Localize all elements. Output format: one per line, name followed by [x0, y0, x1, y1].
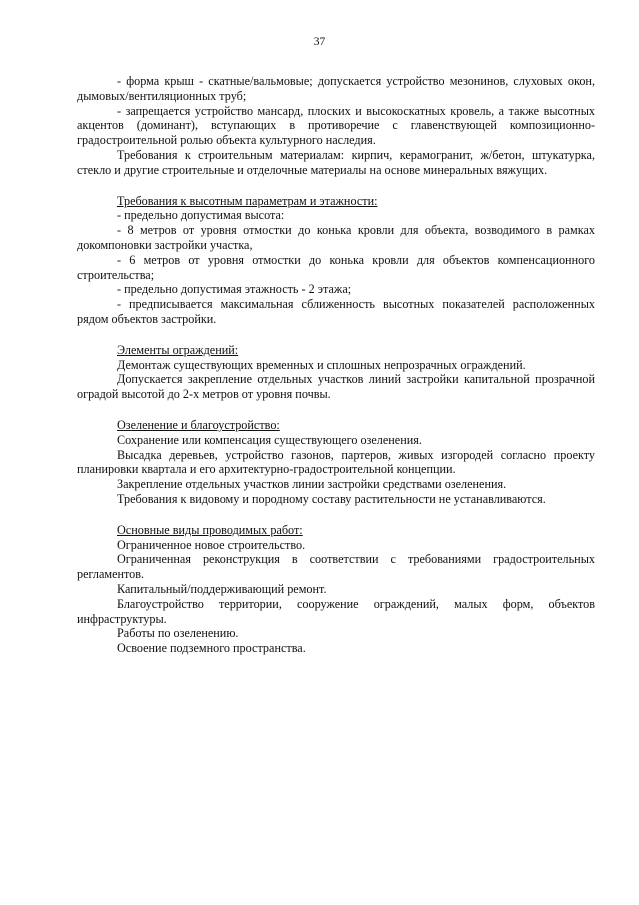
paragraph: Закрепление отдельных участков линии застройки средствами озеленения.: [117, 477, 507, 492]
paragraph: Капитальный/поддерживающий ремонт.: [117, 581, 327, 596]
paragraph: Работы по озеленению.: [117, 626, 239, 641]
paragraph: - 8 метров от уровня отмостки до конька кровли для объекта, возводимого в рамках докомпоновки застройки участка,: [77, 223, 595, 252]
paragraph: Высадка деревьев, устройство газонов, партеров, живых изгородей согласно проекту планировки квартала и его архитектурно-градостроительной концепции.: [77, 447, 595, 477]
section-heading-works: Основные виды проводимых работ:: [117, 522, 303, 537]
paragraph: Освоение подземного пространства.: [117, 641, 306, 656]
paragraph: Требования к видовому и породному составу растительности не устанавливаются.: [117, 491, 546, 506]
paragraph: Допускается закрепление отдельных участков линий застройки капитальной прозрачной оградой высотой до 2-х метров от уровня почвы.: [77, 372, 595, 402]
paragraph: Ограниченное новое строительство.: [117, 537, 306, 552]
paragraph: - 6 метров от уровня отмостки до конька кровли для объектов компенсационного строительства;: [77, 252, 595, 282]
page-number: 37: [313, 36, 326, 48]
paragraph: Требования к строительным материалам: кирпич, керамогранит, ж/бетон, штукатурка, стекло и другие строительные и отделочные материалы на основе минеральных вяжущих.: [77, 147, 595, 177]
paragraph: Ограниченная реконструкция в соответствии с требованиями градостроительных регламентов.: [77, 552, 595, 582]
document-body: [77, 74, 595, 656]
paragraph: - запрещается устройство мансард, плоских и высокоскатных кровель, а также высотных акцентов (доминант), вступающих в противоречие с главенствующей композиционно-градостроительной ролью объекта культурного наследия.: [77, 103, 595, 148]
paragraph: - форма крыш - скатные/вальмовые; допускается устройство мезонинов, слуховых окон, дымовых/вентиляционных труб;: [77, 74, 595, 103]
paragraph: Сохранение или компенсация существующего озеленения.: [117, 432, 422, 447]
paragraph: Демонтаж существующих временных и сплошных непрозрачных ограждений.: [117, 357, 526, 372]
section-heading-height: Требования к высотным параметрам и этажности:: [117, 193, 378, 208]
paragraph: Благоустройство территории, сооружение ограждений, малых форм, объектов инфраструктуры.: [77, 596, 595, 626]
section-heading-landscaping: Озеленение и благоустройство:: [117, 417, 280, 432]
paragraph: - предельно допустимая высота:: [117, 208, 285, 223]
section-heading-fencing: Элементы ограждений:: [117, 342, 239, 357]
paragraph: - предписывается максимальная сближенность высотных показателей расположенных рядом объектов застройки.: [77, 297, 595, 326]
paragraph: - предельно допустимая этажность - 2 этажа;: [117, 282, 352, 297]
